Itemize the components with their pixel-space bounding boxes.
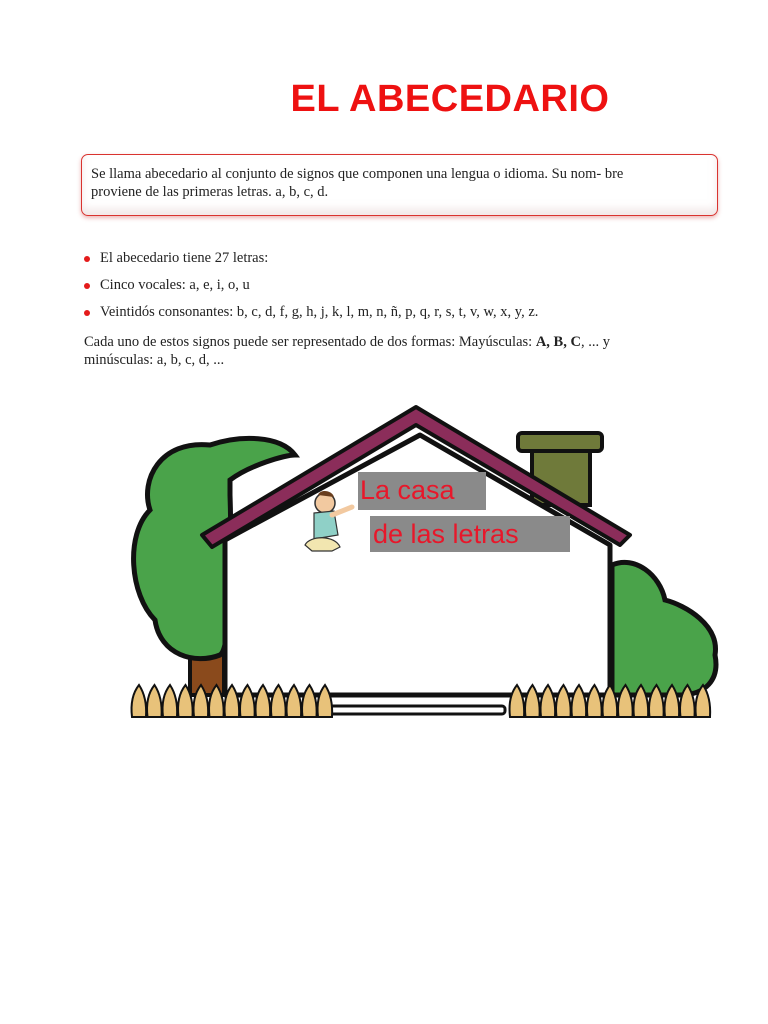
sign-line-2: de las letras [373,519,519,549]
bullet-dot-icon [84,283,90,289]
list-item: El abecedario tiene 27 letras: [84,249,538,276]
bullet-list [84,249,538,330]
definition-line-2: proviene de las primeras letras. a, b, c, d. [91,184,329,200]
letter-forms-paragraph: Cada uno de estos signos puede ser representado de dos formas: Mayúsculas: A, B, C, ... y minúsculas: a, b, c, d, ... [84,334,610,368]
bullet-dot-icon [84,256,90,262]
definition-box [81,154,718,216]
list-item: Cinco vocales: a, e, i, o, u [84,276,538,303]
right-bush-icon [612,562,716,695]
fence-stake-icon [147,685,162,717]
sign-line-1: La casa [360,475,455,505]
page-title: EL ABECEDARIO [290,78,610,120]
uppercase-examples: A, B, C [535,334,581,350]
definition-line-1: Se llama abecedario al conjunto de signos que componen una lengua o idioma. Su nom- bre [91,166,624,182]
bullet-dot-icon [84,310,90,316]
list-item: Veintidós consonantes: b, c, d, f, g, h, j, k, l, m, n, ñ, p, q, r, s, t, v, w, x, y, z. [84,303,538,330]
fence-stake-icon [163,685,178,717]
house-illustration [120,395,730,730]
fence-stake-icon [132,685,147,717]
